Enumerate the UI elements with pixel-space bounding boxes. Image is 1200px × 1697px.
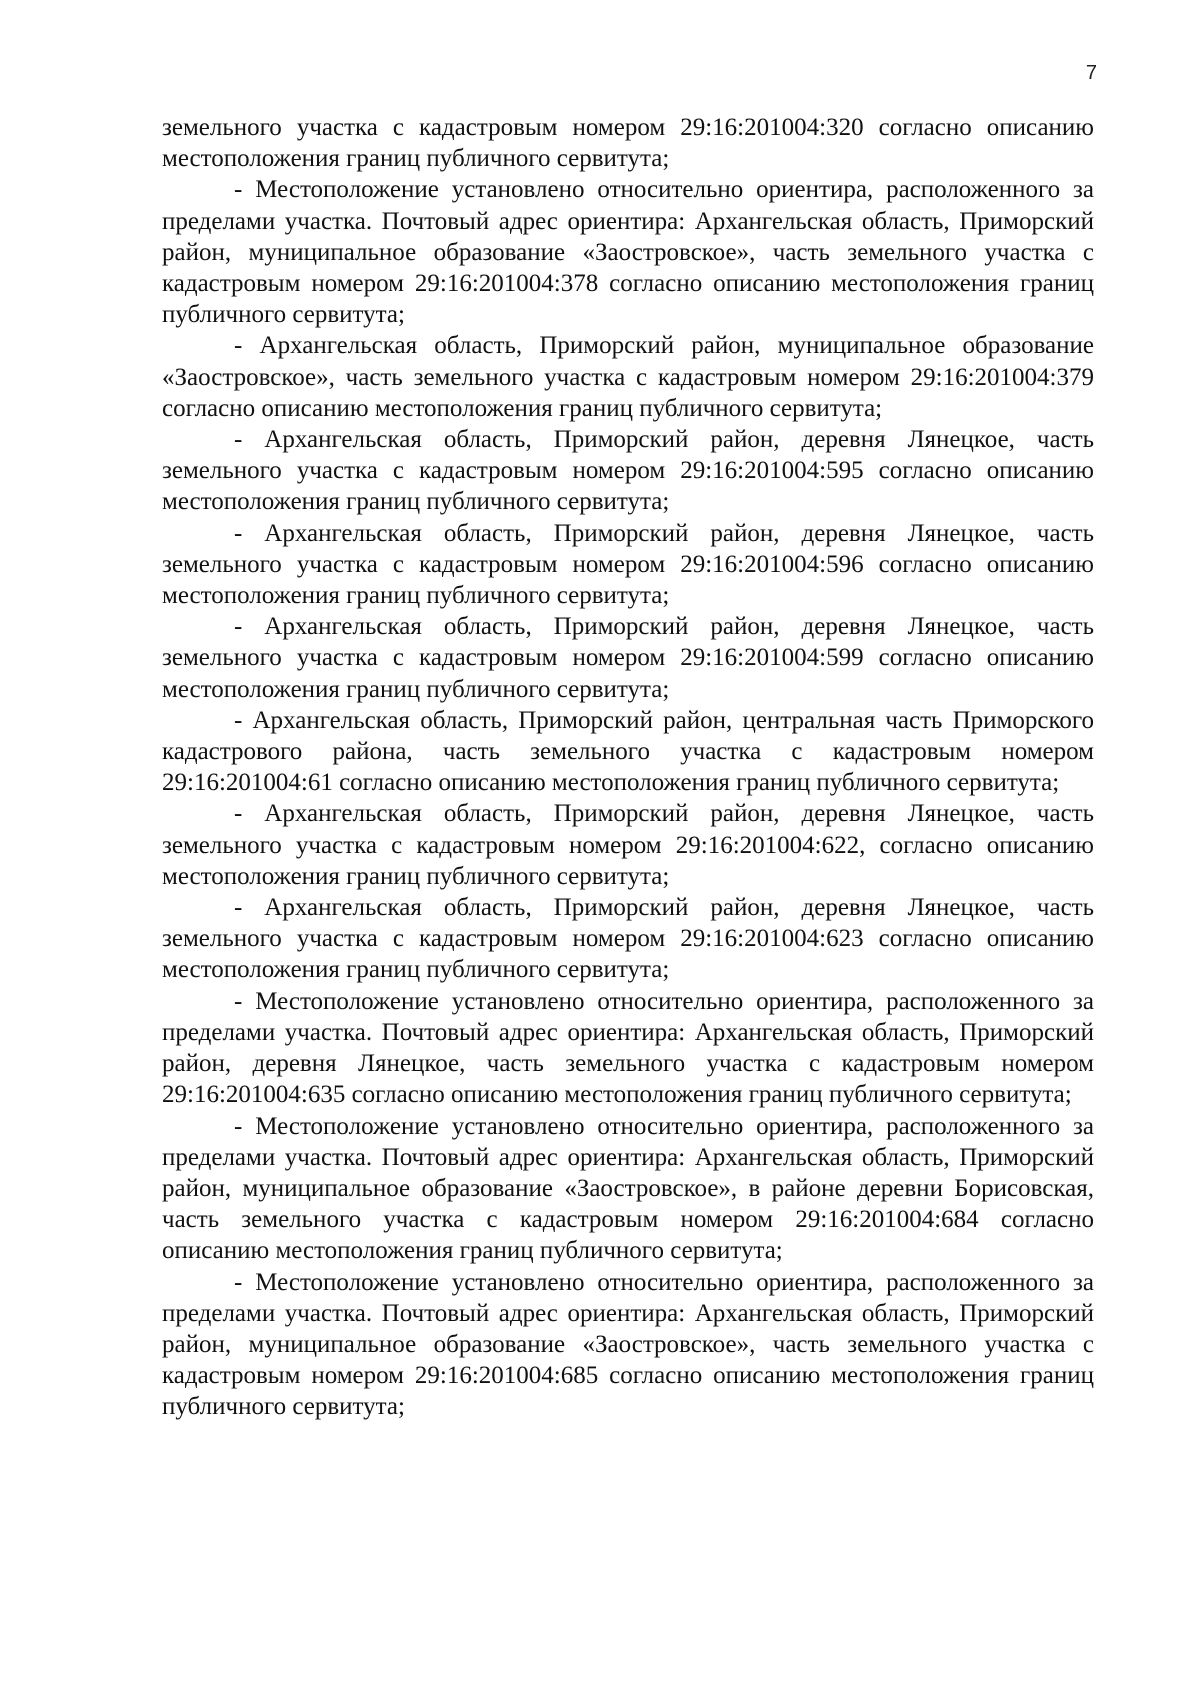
paragraph-item: - Архангельская область, Приморский район, муниципальное образование «Заостровское», часть земельного участка с кадастровым номером 29:16:201004:379 согласно описанию местоположения границ публичного сервитута;	[162, 332, 1094, 422]
paragraph-item: - Местоположение установлено относительно ориентира, расположенного за пределами участка. Почтовый адрес ориентира: Архангельская область, Приморский район, муниципальное образование «Заостровское», в районе деревни Борисовская, часть земельного участка с кадастровым номером 29:16:201004:684 согласно описанию местоположения границ публичного сервитута;	[162, 1112, 1094, 1265]
paragraph-item: - Местоположение установлено относительно ориентира, расположенного за пределами участка. Почтовый адрес ориентира: Архангельская область, Приморский район, муниципальное образование «Заостровское», часть земельного участка с кадастровым номером 29:16:201004:378 согласно описанию местоположения границ публичного сервитута;	[162, 176, 1094, 329]
document-body	[162, 112, 1094, 1423]
paragraph-item: - Архангельская область, Приморский район, деревня Лянецкое, часть земельного участка с кадастровым номером 29:16:201004:622, согласно описанию местоположения границ публичного сервитута;	[162, 800, 1094, 890]
paragraph-item: - Архангельская область, Приморский район, деревня Лянецкое, часть земельного участка с кадастровым номером 29:16:201004:596 согласно описанию местоположения границ публичного сервитута;	[162, 519, 1094, 610]
paragraph-item: - Архангельская область, Приморский район, деревня Лянецкое, часть земельного участка с кадастровым номером 29:16:201004:623 согласно описанию местоположения границ публичного сервитута;	[162, 894, 1094, 984]
paragraph-item: - Местоположение установлено относительно ориентира, расположенного за пределами участка. Почтовый адрес ориентира: Архангельская область, Приморский район, муниципальное образование «Заостровское», часть земельного участка с кадастровым номером 29:16:201004:685 согласно описанию местоположения границ публичного сервитута;	[162, 1268, 1094, 1421]
paragraph-continuation: земельного участка с кадастровым номером 29:16:201004:320 согласно описанию местоположения границ публичного сервитута;	[162, 114, 1094, 173]
paragraph-item: - Местоположение установлено относительно ориентира, расположенного за пределами участка. Почтовый адрес ориентира: Архангельская область, Приморский район, деревня Лянецкое, часть земельного участка с кадастровым номером 29:16:201004:635 согласно описанию местоположения границ публичного сервитута;	[162, 987, 1094, 1109]
paragraph-item: - Архангельская область, Приморский район, центральная часть Приморского кадастрового района, часть земельного участка с кадастровым номером 29:16:201004:61 согласно описанию местоположения границ публичного сервитута;	[162, 706, 1094, 797]
paragraph-item: - Архангельская область, Приморский район, деревня Лянецкое, часть земельного участка с кадастровым номером 29:16:201004:599 согласно описанию местоположения границ публичного сервитута;	[162, 613, 1094, 703]
page-number: 7	[1085, 62, 1097, 84]
paragraph-item: - Архангельская область, Приморский район, деревня Лянецкое, часть земельного участка с кадастровым номером 29:16:201004:595 согласно описанию местоположения границ публичного сервитута;	[162, 426, 1094, 516]
